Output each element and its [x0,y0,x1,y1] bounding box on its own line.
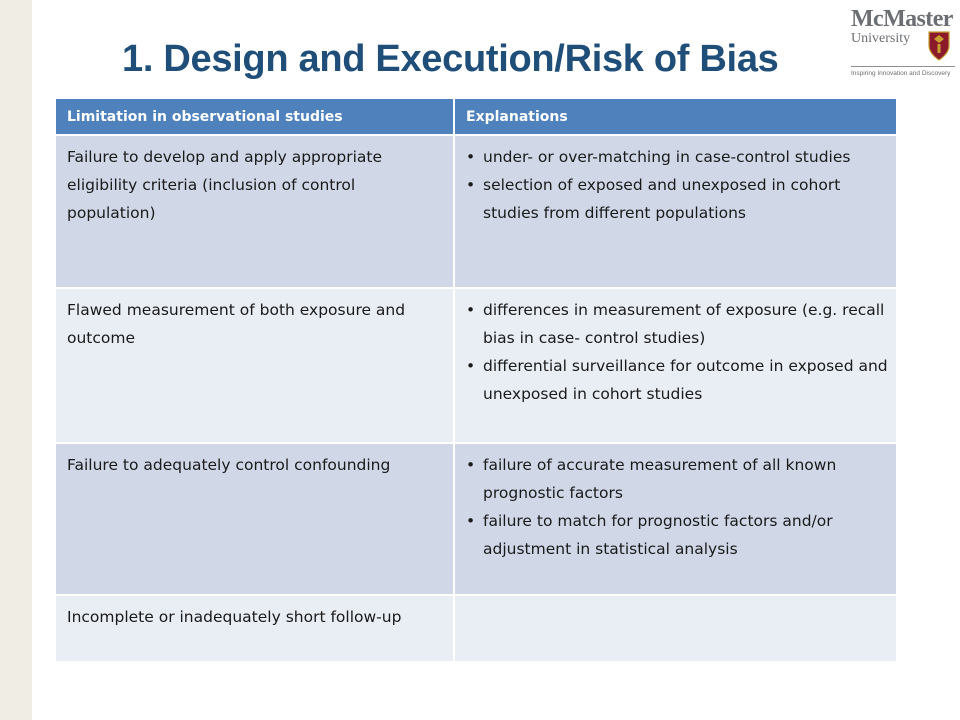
logo-wordmark-line1: McMaster [851,6,953,32]
explanation-list [466,451,888,563]
left-decorative-bar [0,0,32,720]
table-row [56,136,896,289]
column-header-limitation: Limitation in observational studies [56,99,455,136]
explanation-list [466,143,888,227]
explanation-cell [455,136,896,289]
explanation-cell [455,289,896,444]
mcmaster-logo [845,4,957,84]
limitation-cell: Flawed measurement of both exposure and outcome [56,289,455,444]
table-header-row [56,99,896,136]
explanation-list [466,296,888,408]
crest-icon [927,30,951,62]
logo-tagline: Inspiring Innovation and Discovery [851,70,951,77]
column-header-explanations: Explanations [455,99,896,136]
explanation-item: • selection of exposed and unexposed in cohort studies from different populations [466,171,888,227]
explanation-item: • differences in measurement of exposure (e.g. recall bias in case- control studies) [466,296,888,352]
slide-title: 1. Design and Execution/Risk of Bias [122,38,779,80]
table-row [56,444,896,596]
table-row [56,596,896,663]
limitations-table [56,99,896,663]
explanation-cell [455,596,896,663]
explanation-item: • failure of accurate measurement of all known prognostic factors [466,451,888,507]
limitation-cell: Failure to develop and apply appropriate eligibility criteria (inclusion of control population) [56,136,455,289]
limitation-cell: Incomplete or inadequately short follow-up [56,596,455,663]
explanation-cell [455,444,896,596]
explanation-item: • under- or over-matching in case-control studies [466,143,888,171]
explanation-item: • failure to match for prognostic factors and/or adjustment in statistical analysis [466,507,888,563]
limitation-cell: Failure to adequately control confounding [56,444,455,596]
table-row [56,289,896,444]
logo-divider [851,66,955,67]
explanation-item: • differential surveillance for outcome in exposed and unexposed in cohort studies [466,352,888,408]
logo-wordmark-line2: University [851,31,911,46]
